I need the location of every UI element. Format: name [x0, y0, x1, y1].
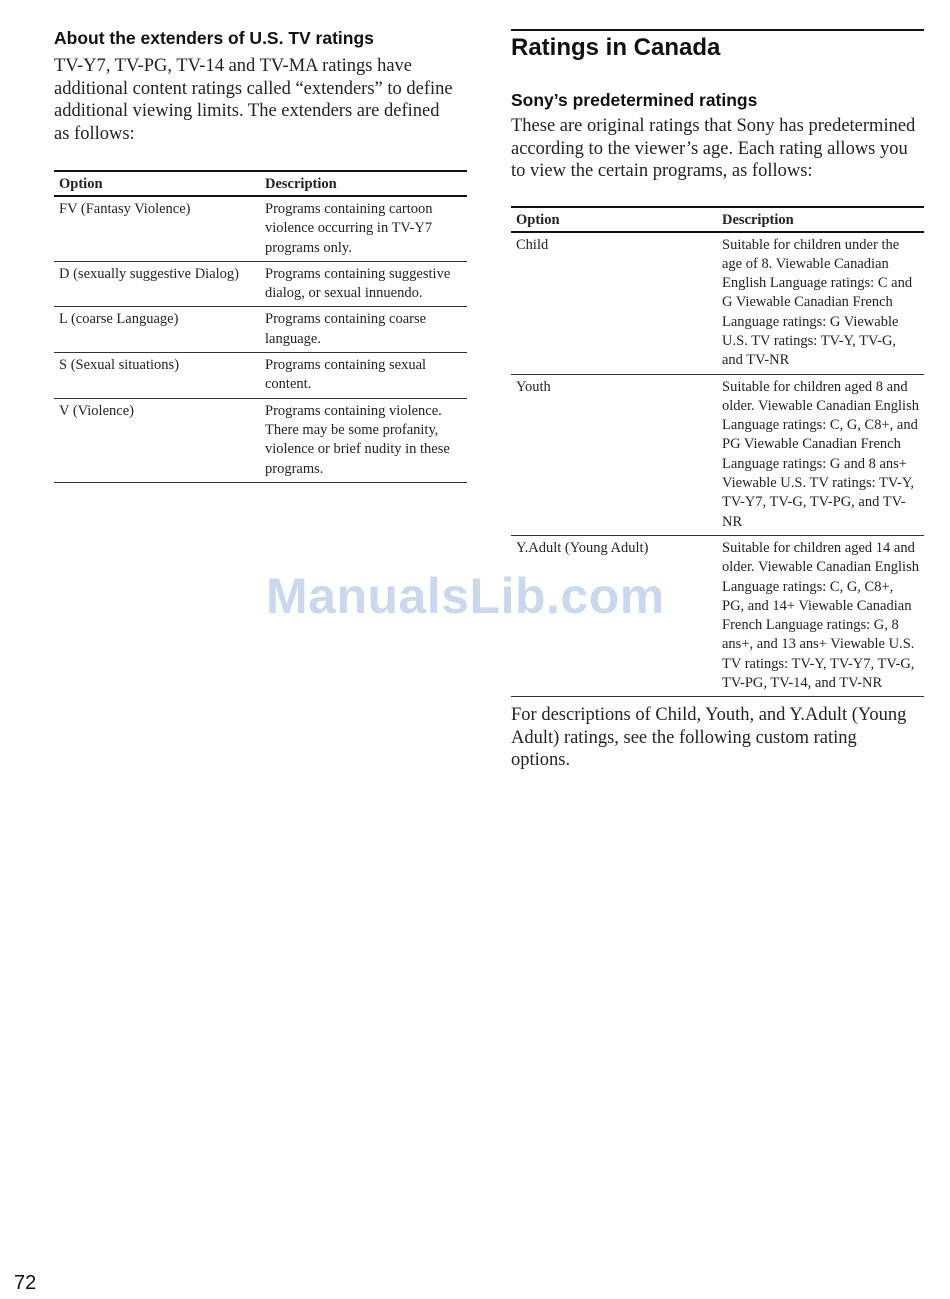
- table-row: [54, 196, 467, 261]
- column-header-option: Option: [54, 171, 260, 196]
- option-cell: Y.Adult (Young Adult): [511, 535, 717, 696]
- description-cell: Suitable for children under the age of 8. Viewable Canadian English Language ratings: C and G Viewable Canadian French Language ratings: G Viewable U.S. TV ratings: TV-Y, TV-G, and TV-NR: [717, 232, 924, 375]
- description-cell: Programs containing cartoon violence occurring in TV-Y7 programs only.: [260, 196, 467, 261]
- table-row: [511, 232, 924, 375]
- option-cell: S (Sexual situations): [54, 353, 260, 399]
- page-number: 72: [14, 1272, 37, 1294]
- description-cell: Programs containing sexual content.: [260, 353, 467, 399]
- option-cell: Child: [511, 232, 717, 375]
- option-cell: D (sexually suggestive Dialog): [54, 261, 260, 307]
- column-header-description: Description: [717, 207, 924, 232]
- table-row: [511, 535, 924, 696]
- description-cell: Programs containing violence. There may be some profanity, violence or brief nudity in these programs.: [260, 398, 467, 482]
- extenders-table: [54, 170, 467, 483]
- description-cell: Programs containing suggestive dialog, or sexual innuendo.: [260, 261, 467, 307]
- page-title: Ratings in Canada: [511, 34, 721, 61]
- table-row: [511, 374, 924, 535]
- canada-ratings-table: [511, 206, 924, 698]
- option-cell: L (coarse Language): [54, 307, 260, 353]
- table-row: [54, 261, 467, 307]
- predetermined-heading: Sony’s predetermined ratings: [511, 90, 758, 110]
- extenders-heading: About the extenders of U.S. TV ratings: [54, 28, 374, 48]
- option-cell: V (Violence): [54, 398, 260, 482]
- footer-note: For descriptions of Child, Youth, and Y.Adult (Young Adult) ratings, see the following custom rating options.: [511, 705, 907, 771]
- section-rule: [511, 29, 924, 31]
- column-header-description: Description: [260, 171, 467, 196]
- description-cell: Suitable for children aged 8 and older. Viewable Canadian English Language ratings: C, G, C8+, and PG Viewable Canadian French Language ratings: G and 8 ans+ Viewable U.S. TV ratings: TV-Y, TV-Y7, TV-G, TV-PG, and TV-NR: [717, 374, 924, 535]
- column-header-option: Option: [511, 207, 717, 232]
- table-header-row: [54, 171, 467, 196]
- table-row: [54, 398, 467, 482]
- table-row: [54, 353, 467, 399]
- option-cell: FV (Fantasy Violence): [54, 196, 260, 261]
- predetermined-intro: These are original ratings that Sony has predetermined according to the viewer’s age. Each rating allows you to view the certain programs, as follows:: [511, 116, 916, 181]
- table-header-row: [511, 207, 924, 232]
- description-cell: Programs containing coarse language.: [260, 307, 467, 353]
- left-column: [54, 0, 467, 483]
- option-cell: Youth: [511, 374, 717, 535]
- right-column: [511, 0, 924, 772]
- extenders-intro: TV-Y7, TV-PG, TV-14 and TV-MA ratings have additional content ratings called “extenders” to define additional viewing limits. The extenders are defined as follows:: [54, 56, 453, 144]
- watermark-logo: ManualsLib.com: [266, 568, 665, 624]
- table-row: [54, 307, 467, 353]
- description-cell: Suitable for children aged 14 and older. Viewable Canadian English Language ratings: C, G, C8+, PG, and 14+ Viewable Canadian French Language ratings: G, 8 ans+, and 13 ans+ Viewable U.S. TV ratings: TV-Y, TV-Y7, TV-G, TV-PG, TV-14, and TV-NR: [717, 535, 924, 696]
